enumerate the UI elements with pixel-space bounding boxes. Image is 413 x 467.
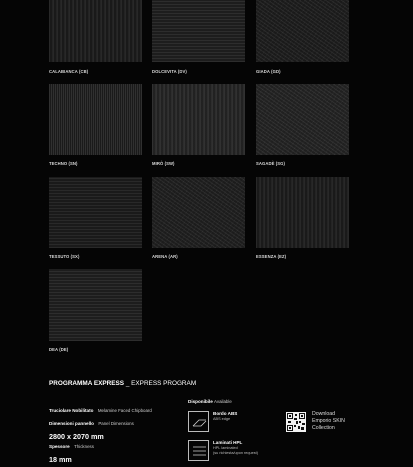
dimensions-value: 2800 x 2070 mm	[49, 432, 104, 441]
availability-label-en: Available	[214, 399, 232, 404]
option-title: Bordo ABS	[213, 411, 238, 416]
availability-label: Disponibile	[188, 399, 213, 404]
download-link[interactable]	[312, 411, 345, 431]
option-title: Laminati HPL	[213, 440, 243, 445]
finish-label: DEA (DE)	[49, 347, 69, 352]
thickness-label-en: Thickness	[74, 444, 94, 449]
finish-swatch-tessuto[interactable]	[49, 177, 142, 248]
download-line: Download	[312, 411, 336, 417]
finish-label: TECHNO (SN)	[49, 161, 78, 166]
download-line: Emporio SKIN	[312, 417, 345, 424]
laminate-sheet-icon	[188, 440, 209, 461]
edge-band-icon	[188, 411, 209, 432]
option-subtitle-line: (su richiesta/upon request)	[213, 451, 258, 455]
option-abs-edge	[188, 411, 268, 433]
qr-code-icon[interactable]	[286, 412, 306, 432]
finish-label: CALABIANCA (CB)	[49, 69, 89, 74]
finish-swatch-arena[interactable]	[152, 177, 245, 248]
finish-swatch-calabianca[interactable]	[49, 0, 142, 62]
finish-label: GIADA (GD)	[256, 69, 281, 74]
finish-swatch-sagade[interactable]	[256, 84, 349, 155]
finish-swatch-essenza[interactable]	[256, 177, 349, 248]
material-label-en: Melamine Faced Chipboard	[97, 408, 152, 413]
finish-swatch-dea[interactable]	[49, 269, 142, 341]
finish-swatch-dolcevita[interactable]	[152, 0, 245, 62]
download-line: Collection	[312, 424, 335, 431]
finish-label: ESSENZA (EZ)	[256, 254, 287, 259]
finish-swatch-techno[interactable]	[49, 84, 142, 155]
finish-label: SAGADÈ (SG)	[256, 161, 286, 166]
section-title-rest: _ EXPRESS PROGRAM	[124, 380, 197, 387]
thickness-label: Spessore	[49, 444, 70, 449]
section-title-bold: PROGRAMMA EXPRESS	[49, 380, 125, 387]
section-title	[49, 380, 196, 387]
option-subtitle-line: HPL laminated	[213, 446, 238, 450]
finish-swatch-miro[interactable]	[152, 84, 245, 155]
finish-label: MIRÒ (SW)	[152, 161, 175, 166]
thickness-field	[49, 435, 94, 464]
finish-swatch-giada[interactable]	[256, 0, 349, 62]
option-subtitle: ABS edge	[213, 417, 231, 421]
option-hpl-laminate	[188, 440, 268, 455]
dimensions-label: Dimensioni pannello	[49, 421, 94, 426]
availability-heading	[188, 399, 232, 404]
dimensions-label-en: Panel Dimensions	[98, 421, 134, 426]
finish-label: DOLCEVITA (DV)	[152, 69, 187, 74]
finish-label: ARENA (AR)	[152, 254, 178, 259]
material-label: Truciolare Nobilitato	[49, 408, 94, 413]
thickness-value: 18 mm	[49, 455, 72, 464]
finish-label: TESSUTO (SX)	[49, 254, 80, 259]
